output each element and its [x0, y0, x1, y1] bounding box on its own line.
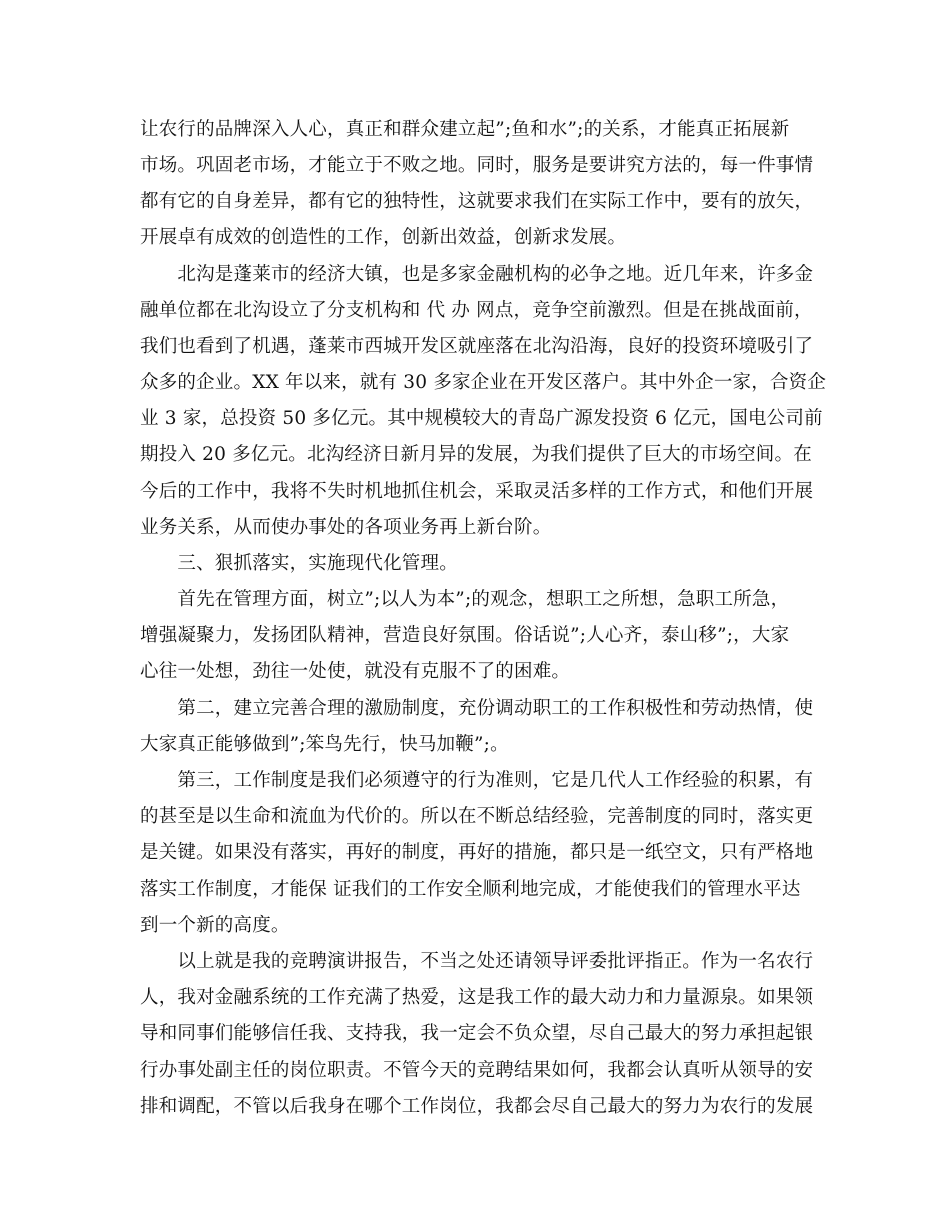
text-line: 开展卓有成效的创造性的工作，创新出效益，创新求发展。: [140, 227, 627, 248]
text-line: 排和调配，不管以后我身在哪个工作岗位，我都会尽自己最大的努力为农行的发展: [140, 1096, 814, 1117]
text-line: 导和同事们能够信任我、支持我，我一定会不负众望，尽自己最大的努力承担起银: [140, 1023, 814, 1044]
text-line: 的甚至是以生命和流血为代价的。所以在不断总结经验，完善制度的同时，落实更: [140, 806, 814, 827]
text-line: 首先在管理方面，树立”;以人为本”;的观念，想职工之所想，急职工所急，: [140, 589, 790, 610]
text-line: 以上就是我的竞聘演讲报告，不当之处还请领导评委批评指正。作为一名农行: [140, 951, 814, 972]
text-line: 业 3 家，总投资 50 多亿元。其中规模较大的青岛广源发投资 6 亿元，国电公司前: [140, 408, 823, 429]
text-line: 我们也看到了机遇，蓬莱市西城开发区就座落在北沟沿海，良好的投资环境吸引了: [140, 336, 814, 357]
section-heading: 三、狠抓落实，实施现代化管理。: [140, 553, 458, 574]
text-line: 让农行的品牌深入人心，真正和群众建立起”;鱼和水”;的关系，才能真正拓展新: [140, 119, 790, 140]
text-line: 市场。巩固老市场，才能立于不败之地。同时，服务是要讲究方法的，每一件事情: [140, 155, 814, 176]
text-line: 北沟是蓬莱市的经济大镇，也是多家金融机构的必争之地。近几年来，许多金: [140, 264, 814, 285]
text-line: 是关键。如果没有落实，再好的制度，再好的措施，都只是一纸空文，只有严格地: [140, 842, 814, 863]
text-line: 第二，建立完善合理的激励制度，充份调动职工的工作积极性和劳动热情，使: [140, 698, 814, 719]
text-line: 落实工作制度，才能保 证我们的工作安全顺利地完成，才能使我们的管理水平达: [140, 879, 801, 900]
text-line: 行办事处副主任的岗位职责。不管今天的竞聘结果如何，我都会认真听从领导的安: [140, 1060, 814, 1081]
text-line: 心往一处想，劲往一处使，就没有克服不了的困难。: [140, 661, 571, 682]
text-line: 今后的工作中，我将不失时机地抓住机会，采取灵活多样的工作方式，和他们开展: [140, 481, 814, 502]
text-line: 期投入 20 多亿元。北沟经济日新月异的发展，为我们提供了巨大的市场空间。在: [140, 444, 812, 465]
text-line: 都有它的自身差异，都有它的独特性，这就要求我们在实际工作中，要有的放矢，: [140, 191, 814, 212]
text-line: 增强凝聚力，发扬团队精神，营造良好氛围。俗话说”;人心齐，泰山移”;，大家: [140, 625, 790, 646]
text-line: 到一个新的高度。: [140, 915, 290, 936]
text-line: 人，我对金融系统的工作充满了热爱，这是我工作的最大动力和力量源泉。如果领: [140, 987, 814, 1008]
text-line: 大家真正能够做到”;笨鸟先行，快马加鞭”;。: [140, 734, 509, 755]
text-line: 众多的企业。XX 年以来，就有 30 多家企业在开发区落户。其中外企一家，合资企: [140, 372, 827, 393]
text-line: 业务关系，从而使办事处的各项业务再上新台阶。: [140, 517, 552, 538]
text-line: 融单位都在北沟设立了分支机构和 代 办 网点，竞争空前激烈。但是在挑战面前，: [140, 300, 813, 321]
text-line: 第三，工作制度是我们必须遵守的行为准则，它是几代人工作经验的积累，有: [140, 770, 814, 791]
